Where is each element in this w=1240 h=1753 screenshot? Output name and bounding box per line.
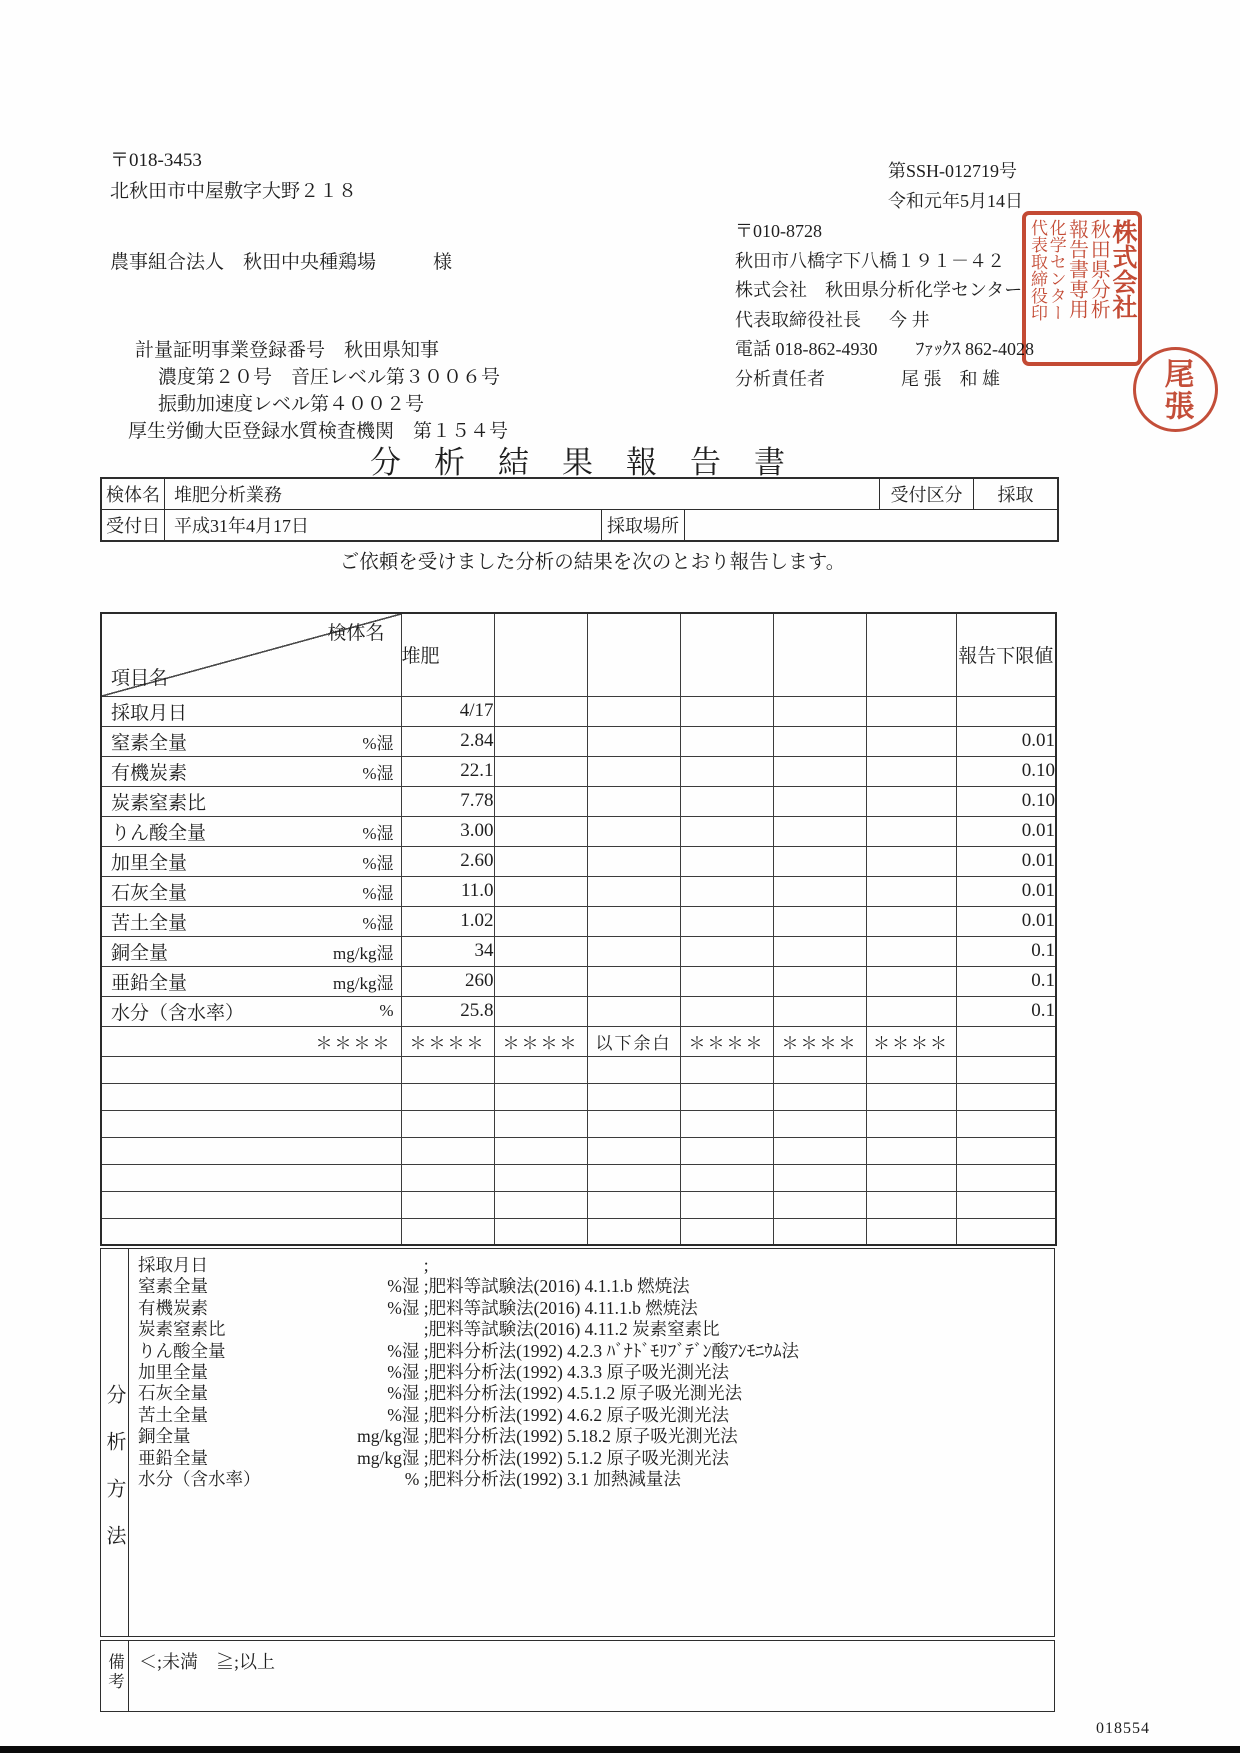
item-unit: mg/kg湿 — [333, 943, 394, 963]
footer-cell — [956, 1026, 1056, 1056]
footer-cell: ＊＊＊＊ — [680, 1026, 773, 1056]
item-name: 苦土全量 — [111, 912, 188, 934]
empty-cell — [587, 876, 680, 906]
item-unit: % — [379, 1001, 394, 1020]
item-cell — [101, 966, 401, 996]
result-data-row — [101, 966, 1056, 996]
sample-value: 2.84 — [401, 726, 494, 756]
empty-cell — [680, 876, 773, 906]
item-cell — [101, 846, 401, 876]
method-text: ;肥料分析法(1992) 3.1 加熱減量法 — [423, 1469, 681, 1490]
empty-cell — [680, 756, 773, 786]
sample-value: 1.02 — [401, 906, 494, 936]
round-stamp — [1133, 347, 1218, 432]
empty-cell — [866, 786, 956, 816]
registration-block — [128, 337, 508, 445]
stamp-column: 化学センター — [1046, 219, 1066, 321]
method-item: 亜鉛全量 — [138, 1447, 208, 1468]
method-text: ;肥料分析法(1992) 4.6.2 原子吸光測光法 — [423, 1404, 730, 1425]
item-cell — [101, 756, 401, 786]
footer-cell: 以下余白 — [587, 1026, 680, 1056]
sample-value: 25.8 — [401, 996, 494, 1026]
method-text: ;肥料分析法(1992) 4.5.1.2 原子吸光測光法 — [423, 1383, 743, 1404]
empty-cell — [773, 846, 866, 876]
empty-cell — [866, 996, 956, 1026]
item-name: りん酸全量 — [111, 822, 207, 844]
method-line — [138, 1319, 1054, 1340]
method-text: ;肥料等試験法(2016) 4.1.1.b 燃焼法 — [423, 1276, 690, 1297]
sender-address: 北秋田市中屋敷字大野２１８ — [110, 181, 358, 202]
empty-header-cell — [866, 613, 956, 696]
method-unit: %湿 — [387, 1297, 420, 1318]
empty-cell — [680, 786, 773, 816]
item-unit: %湿 — [362, 853, 394, 873]
method-item: 銅全量 — [138, 1426, 191, 1447]
lab-fax: ﾌｧｯｸｽ 862-4028 — [915, 339, 1034, 359]
sample-name-value: 堆肥分析業務 — [165, 479, 880, 509]
president-name: 今 井 — [889, 309, 930, 330]
empty-cell — [587, 816, 680, 846]
empty-cell — [587, 966, 680, 996]
item-cell — [101, 906, 401, 936]
method-unit: %湿 — [387, 1276, 420, 1297]
result-rows — [101, 613, 1056, 1245]
sample-value: 11.0 — [401, 876, 494, 906]
notice-line: ご依頼を受けました分析の結果を次のとおり報告します。 — [339, 552, 846, 573]
reception-class-label: 受付区分 — [880, 479, 974, 509]
corner-sample-label: 検体名 — [327, 623, 385, 644]
result-data-row — [101, 816, 1056, 846]
item-unit: %湿 — [362, 883, 394, 903]
limit-value: 0.1 — [956, 936, 1056, 966]
empty-header-cell — [773, 613, 866, 696]
lab-phone: 電話 018-862-4930 — [735, 339, 878, 359]
method-unit: %湿 — [387, 1362, 420, 1383]
empty-cell — [866, 726, 956, 756]
limit-value: 0.10 — [956, 786, 1056, 816]
empty-cell — [494, 786, 587, 816]
empty-cell — [773, 816, 866, 846]
empty-cell — [494, 876, 587, 906]
sample-value: 34 — [401, 936, 494, 966]
limit-column-header: 報告下限値 — [956, 613, 1056, 696]
empty-cell — [866, 846, 956, 876]
empty-cell — [773, 756, 866, 786]
method-line — [138, 1298, 1054, 1319]
registration-line: 計量証明事業登録番号 秋田県知事 — [135, 340, 440, 361]
registration-line: 厚生労働大臣登録水質検査機関 第１５４号 — [128, 421, 509, 442]
empty-cell — [494, 816, 587, 846]
empty-cell — [773, 726, 866, 756]
empty-cell — [680, 846, 773, 876]
page-title: 分析結果報告書 — [370, 445, 818, 480]
method-unit: %湿 — [387, 1404, 420, 1425]
sampling-place-value — [685, 510, 1057, 540]
empty-cell — [680, 726, 773, 756]
methods-box — [100, 1248, 1055, 1637]
method-item: 苦土全量 — [138, 1404, 208, 1425]
result-data-row — [101, 786, 1056, 816]
empty-cell — [866, 966, 956, 996]
result-data-row — [101, 996, 1056, 1026]
info-table — [100, 477, 1059, 542]
limit-value: 0.1 — [956, 966, 1056, 996]
method-item: 有機炭素 — [138, 1297, 208, 1318]
method-line — [138, 1383, 1054, 1404]
remarks-text: ＜;未満 ≧;以上 — [139, 1652, 276, 1672]
method-text: ;肥料分析法(1992) 5.1.2 原子吸光測光法 — [423, 1447, 730, 1468]
method-line — [138, 1426, 1054, 1447]
president-label: 代表取締役社長 — [735, 309, 861, 330]
doc-head — [888, 156, 1023, 216]
analyst-label: 分析責任者 — [735, 368, 825, 389]
item-cell — [101, 816, 401, 846]
empty-cell — [587, 846, 680, 876]
empty-cell — [680, 996, 773, 1026]
limit-value: 0.10 — [956, 756, 1056, 786]
method-item: 水分（含水率） — [138, 1469, 261, 1490]
info-row — [102, 510, 1057, 540]
method-item: りん酸全量 — [138, 1340, 226, 1361]
empty-cell — [773, 966, 866, 996]
method-unit: % — [404, 1469, 420, 1490]
item-name: 有機炭素 — [111, 762, 188, 784]
empty-row — [101, 1110, 1056, 1137]
empty-cell — [587, 936, 680, 966]
method-unit: %湿 — [387, 1383, 420, 1404]
method-line — [138, 1341, 1054, 1362]
footer-cell: ＊＊＊＊ — [401, 1026, 494, 1056]
sample-value: 3.00 — [401, 816, 494, 846]
empty-header-cell — [494, 613, 587, 696]
result-data-row — [101, 876, 1056, 906]
empty-cell — [494, 906, 587, 936]
method-item: 加里全量 — [138, 1362, 208, 1383]
method-text: ;肥料等試験法(2016) 4.11.1.b 燃焼法 — [423, 1297, 698, 1318]
empty-header-cell — [587, 613, 680, 696]
sampling-place-label: 採取場所 — [602, 510, 685, 540]
empty-row — [101, 1137, 1056, 1164]
empty-cell — [773, 996, 866, 1026]
result-data-row — [101, 726, 1056, 756]
empty-cell — [587, 696, 680, 726]
analyst-name: 尾 張 和 雄 — [901, 368, 1000, 389]
method-line — [138, 1469, 1054, 1490]
reception-date-label: 受付日 — [102, 510, 165, 540]
result-data-row — [101, 696, 1056, 726]
empty-cell — [773, 906, 866, 936]
methods-label-column — [101, 1249, 129, 1636]
empty-row — [101, 1164, 1056, 1191]
empty-cell — [587, 726, 680, 756]
empty-cell — [587, 906, 680, 936]
method-lines — [129, 1249, 1054, 1636]
item-name: 石灰全量 — [111, 882, 188, 904]
sender-block — [110, 145, 357, 207]
round-stamp-text: 尾張 — [1159, 357, 1193, 422]
page-number: 018554 — [1096, 1720, 1150, 1737]
limit-value: 0.01 — [956, 876, 1056, 906]
sample-name-label: 検体名 — [102, 479, 165, 509]
empty-cell — [587, 996, 680, 1026]
reception-class-value: 採取 — [997, 485, 1034, 505]
empty-cell — [866, 756, 956, 786]
footer-cell: ＊＊＊＊ — [866, 1026, 956, 1056]
method-text: ; — [423, 1255, 429, 1275]
sender-postal: 〒018-3453 — [110, 150, 202, 171]
result-table — [100, 612, 1057, 1246]
registration-line: 振動加速度レベル第４００２号 — [158, 394, 425, 415]
empty-cell — [680, 906, 773, 936]
sample-column-header: 堆肥 — [401, 613, 494, 696]
item-unit: %湿 — [362, 733, 394, 753]
scan-edge-artifact — [0, 1746, 1240, 1753]
item-unit: %湿 — [362, 763, 394, 783]
square-stamp — [1022, 211, 1142, 366]
limit-value: 0.1 — [956, 996, 1056, 1026]
empty-cell — [773, 936, 866, 966]
remarks-label: 備考 — [105, 1653, 125, 1692]
footer-cell: ＊＊＊＊ — [773, 1026, 866, 1056]
method-line — [138, 1255, 1054, 1276]
limit-value: 0.01 — [956, 726, 1056, 756]
corner-cell — [101, 613, 401, 696]
item-unit: %湿 — [362, 823, 394, 843]
empty-cell — [773, 876, 866, 906]
item-cell — [101, 996, 401, 1026]
sample-value: 2.60 — [401, 846, 494, 876]
method-item: 採取月日 — [138, 1255, 208, 1275]
stamp-column: 報告書専用 — [1065, 219, 1088, 319]
item-unit: %湿 — [362, 913, 394, 933]
result-header-row — [101, 613, 1056, 696]
lab-phone-line — [735, 335, 1034, 365]
remarks-box — [100, 1640, 1055, 1712]
result-footer-row — [101, 1026, 1056, 1056]
method-line — [138, 1276, 1054, 1297]
empty-cell — [680, 966, 773, 996]
recipient-line: 農事組合法人 秋田中央種鶏場 様 — [110, 252, 453, 273]
method-line — [138, 1362, 1054, 1383]
item-name: 採取月日 — [111, 702, 188, 724]
methods-label: 分析方法 — [103, 1384, 125, 1572]
result-data-row — [101, 756, 1056, 786]
empty-row — [101, 1083, 1056, 1110]
empty-cell — [866, 876, 956, 906]
item-cell — [101, 726, 401, 756]
method-unit: %湿 — [387, 1340, 420, 1361]
item-cell — [101, 786, 401, 816]
doc-date: 令和元年5月14日 — [888, 191, 1023, 211]
empty-cell — [494, 756, 587, 786]
reception-date-value: 平成31年4月17日 — [165, 510, 602, 540]
lab-company: 株式会社 秋田県分析化学センター — [735, 280, 1023, 300]
empty-cell — [494, 696, 587, 726]
footer-cell: ＊＊＊＊ — [494, 1026, 587, 1056]
item-unit: mg/kg湿 — [333, 973, 394, 993]
lab-postal: 〒010-8728 — [735, 221, 822, 241]
stamp-column: 秋田県分析 — [1087, 219, 1110, 319]
item-cell — [101, 936, 401, 966]
remarks-label-column — [101, 1641, 129, 1711]
empty-cell — [494, 996, 587, 1026]
empty-cell — [680, 936, 773, 966]
info-row — [102, 479, 1057, 510]
empty-cell — [494, 966, 587, 996]
empty-cell — [866, 906, 956, 936]
sample-value: 22.1 — [401, 756, 494, 786]
empty-header-cell — [680, 613, 773, 696]
empty-cell — [773, 696, 866, 726]
empty-cell — [494, 846, 587, 876]
empty-cell — [587, 756, 680, 786]
empty-row — [101, 1191, 1056, 1218]
item-cell — [101, 876, 401, 906]
item-name: 水分（含水率） — [111, 1002, 245, 1024]
method-item: 石灰全量 — [138, 1383, 208, 1404]
item-name: 亜鉛全量 — [111, 972, 188, 994]
empty-cell — [680, 696, 773, 726]
doc-number: 第SSH-012719号 — [888, 161, 1018, 181]
result-data-row — [101, 846, 1056, 876]
footer-cell: ＊＊＊＊ — [101, 1026, 401, 1056]
method-unit: mg/kg湿 — [357, 1426, 420, 1447]
lab-address: 秋田市八橋字下八橋１９１－４２ — [735, 250, 1005, 271]
empty-cell — [773, 786, 866, 816]
item-name: 窒素全量 — [111, 732, 188, 754]
method-text: ;肥料等試験法(2016) 4.11.2 炭素窒素比 — [423, 1319, 720, 1340]
empty-cell — [494, 726, 587, 756]
empty-cell — [587, 786, 680, 816]
limit-value: 0.01 — [956, 846, 1056, 876]
sample-value: 260 — [401, 966, 494, 996]
corner-item-label: 項目名 — [111, 667, 169, 689]
item-name: 銅全量 — [111, 942, 169, 964]
registration-line: 濃度第２０号 音圧レベル第３００６号 — [158, 367, 501, 388]
stamp-column: 株式会社 — [1109, 219, 1136, 319]
empty-row — [101, 1056, 1056, 1083]
empty-cell — [866, 816, 956, 846]
item-name: 炭素窒素比 — [111, 792, 207, 814]
sample-value: 7.78 — [401, 786, 494, 816]
method-unit: mg/kg湿 — [357, 1447, 420, 1468]
method-item: 炭素窒素比 — [138, 1319, 226, 1340]
result-data-row — [101, 936, 1056, 966]
lab-block — [735, 217, 1034, 394]
lab-president-line — [735, 306, 1034, 336]
empty-cell — [866, 936, 956, 966]
method-text: ;肥料分析法(1992) 5.18.2 原子吸光測光法 — [423, 1426, 738, 1447]
stamp-column: 代表取締役印 — [1028, 219, 1047, 321]
empty-row — [101, 1218, 1056, 1245]
result-data-row — [101, 906, 1056, 936]
sample-value: 4/17 — [401, 696, 494, 726]
item-cell — [101, 696, 401, 726]
limit-value: 0.01 — [956, 906, 1056, 936]
empty-cell — [680, 816, 773, 846]
limit-value: 0.01 — [956, 816, 1056, 846]
empty-cell — [866, 696, 956, 726]
method-line — [138, 1405, 1054, 1426]
method-text: ;肥料分析法(1992) 4.3.3 原子吸光測光法 — [423, 1362, 730, 1383]
method-line — [138, 1448, 1054, 1469]
empty-cell — [494, 936, 587, 966]
limit-value — [956, 696, 1056, 726]
lab-analyst-line — [735, 365, 1034, 395]
method-item: 窒素全量 — [138, 1276, 208, 1297]
item-name: 加里全量 — [111, 852, 188, 874]
method-text: ;肥料分析法(1992) 4.2.3 ﾊﾞﾅﾄﾞﾓﾘﾌﾞﾃﾞﾝ酸ｱﾝﾓﾆｳﾑ法 — [423, 1340, 800, 1361]
